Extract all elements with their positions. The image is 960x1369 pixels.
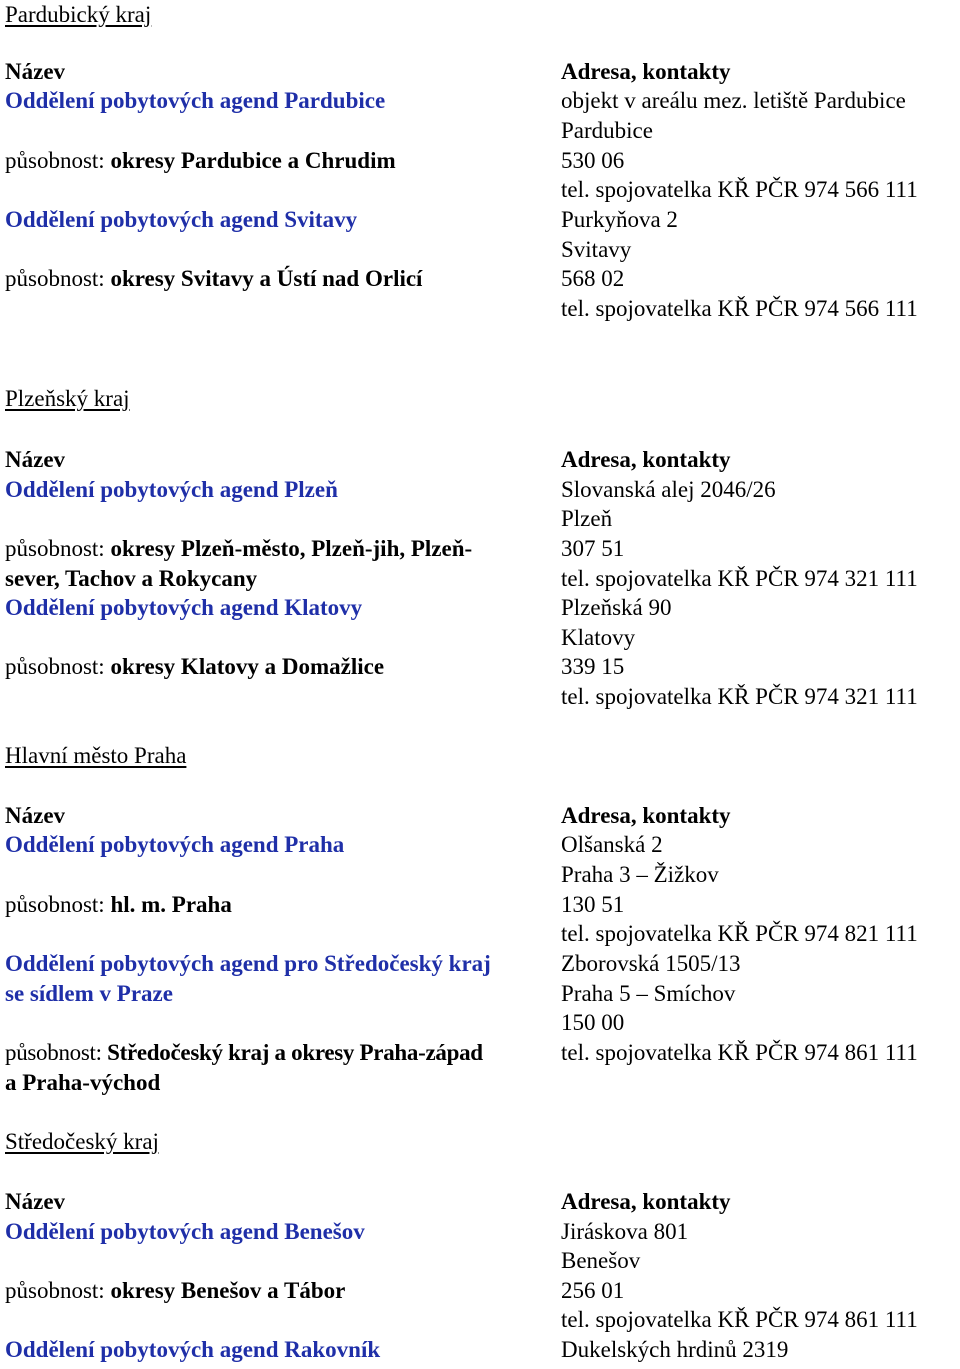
scope-label: působnost: <box>5 1278 105 1303</box>
region-heading-plzensky: Plzeňský kraj <box>5 386 130 411</box>
office-name-svitavy: Oddělení pobytových agend Svitavy <box>5 207 358 232</box>
office-scope <box>5 890 232 920</box>
address-line: 568 02 <box>561 266 625 291</box>
column-header-address: Adresa, kontakty <box>561 59 731 84</box>
address-line: Plzeň <box>561 506 613 531</box>
scope-value: okresy Svitavy a Ústí nad Orlicí <box>110 266 423 291</box>
office-scope <box>5 652 384 682</box>
region-heading-pardubicky: Pardubický kraj <box>5 2 152 27</box>
address-line: 530 06 <box>561 148 625 173</box>
office-name-benesov: Oddělení pobytových agend Benešov <box>5 1219 365 1244</box>
address-line: Purkyňova 2 <box>561 207 678 232</box>
address-line: Slovanská alej 2046/26 <box>561 477 776 502</box>
address-line: Klatovy <box>561 625 636 650</box>
address-phone: tel. spojovatelka KŘ PČR 974 321 111 <box>561 684 918 709</box>
scope-value: okresy Plzeň-město, Plzeň-jih, Plzeň- <box>110 536 473 561</box>
scope-value: okresy Pardubice a Chrudim <box>110 148 396 173</box>
scope-value: hl. m. Praha <box>110 892 232 917</box>
address-line: Olšanská 2 <box>561 832 663 857</box>
column-header-address: Adresa, kontakty <box>561 447 731 472</box>
column-header-name: Název <box>5 59 66 84</box>
office-name-stredocesky-praha: Oddělení pobytových agend pro Středočeský kraj <box>5 951 491 976</box>
address-phone: tel. spojovatelka KŘ PČR 974 821 111 <box>561 921 918 946</box>
scope-value-continued: a Praha-východ <box>5 1070 161 1095</box>
office-scope <box>5 1276 345 1306</box>
office-name-praha: Oddělení pobytových agend Praha <box>5 832 345 857</box>
address-line: Pardubice <box>561 118 653 143</box>
office-scope <box>5 534 472 564</box>
address-line: 307 51 <box>561 536 625 561</box>
office-name-rakovnik: Oddělení pobytových agend Rakovník <box>5 1337 381 1362</box>
scope-label: působnost: <box>5 536 105 561</box>
column-header-address: Adresa, kontakty <box>561 803 731 828</box>
address-line: 339 15 <box>561 654 625 679</box>
office-name-klatovy: Oddělení pobytových agend Klatovy <box>5 595 363 620</box>
office-name-plzen: Oddělení pobytových agend Plzeň <box>5 477 338 502</box>
address-line: Zborovská 1505/13 <box>561 951 741 976</box>
scope-value: okresy Klatovy a Domažlice <box>110 654 385 679</box>
column-header-name: Název <box>5 447 66 472</box>
scope-value: Středočeský kraj a okresy Praha-západ <box>107 1040 483 1065</box>
office-name-pardubice: Oddělení pobytových agend Pardubice <box>5 88 386 113</box>
office-scope <box>5 1038 483 1068</box>
address-phone: tel. spojovatelka KŘ PČR 974 861 111 <box>561 1040 918 1065</box>
address-line: 150 00 <box>561 1010 625 1035</box>
office-name-continued: se sídlem v Praze <box>5 981 173 1006</box>
address-line: objekt v areálu mez. letiště Pardubice <box>561 88 906 113</box>
office-scope <box>5 146 396 176</box>
scope-label: působnost: <box>5 148 105 173</box>
address-line: 256 01 <box>561 1278 625 1303</box>
address-line: Dukelských hrdinů 2319 <box>561 1337 789 1362</box>
address-line: Svitavy <box>561 237 632 262</box>
address-phone: tel. spojovatelka KŘ PČR 974 566 111 <box>561 177 918 202</box>
scope-value: okresy Benešov a Tábor <box>110 1278 346 1303</box>
address-phone: tel. spojovatelka KŘ PČR 974 321 111 <box>561 566 918 591</box>
region-heading-stredocesky: Středočeský kraj <box>5 1129 159 1154</box>
region-heading-praha: Hlavní město Praha <box>5 743 187 768</box>
scope-label: působnost: <box>5 1040 102 1065</box>
office-scope <box>5 264 422 294</box>
address-line: Plzeňská 90 <box>561 595 672 620</box>
scope-label: působnost: <box>5 654 105 679</box>
address-phone: tel. spojovatelka KŘ PČR 974 566 111 <box>561 296 918 321</box>
address-phone: tel. spojovatelka KŘ PČR 974 861 111 <box>561 1307 918 1332</box>
scope-label: působnost: <box>5 266 105 291</box>
scope-label: působnost: <box>5 892 105 917</box>
address-line: Benešov <box>561 1248 641 1273</box>
address-line: Jiráskova 801 <box>561 1219 689 1244</box>
address-line: 130 51 <box>561 892 625 917</box>
column-header-name: Název <box>5 803 66 828</box>
scope-value-continued: sever, Tachov a Rokycany <box>5 566 258 591</box>
address-line: Praha 5 – Smíchov <box>561 981 736 1006</box>
column-header-address: Adresa, kontakty <box>561 1189 731 1214</box>
column-header-name: Název <box>5 1189 66 1214</box>
address-line: Praha 3 – Žižkov <box>561 862 719 887</box>
